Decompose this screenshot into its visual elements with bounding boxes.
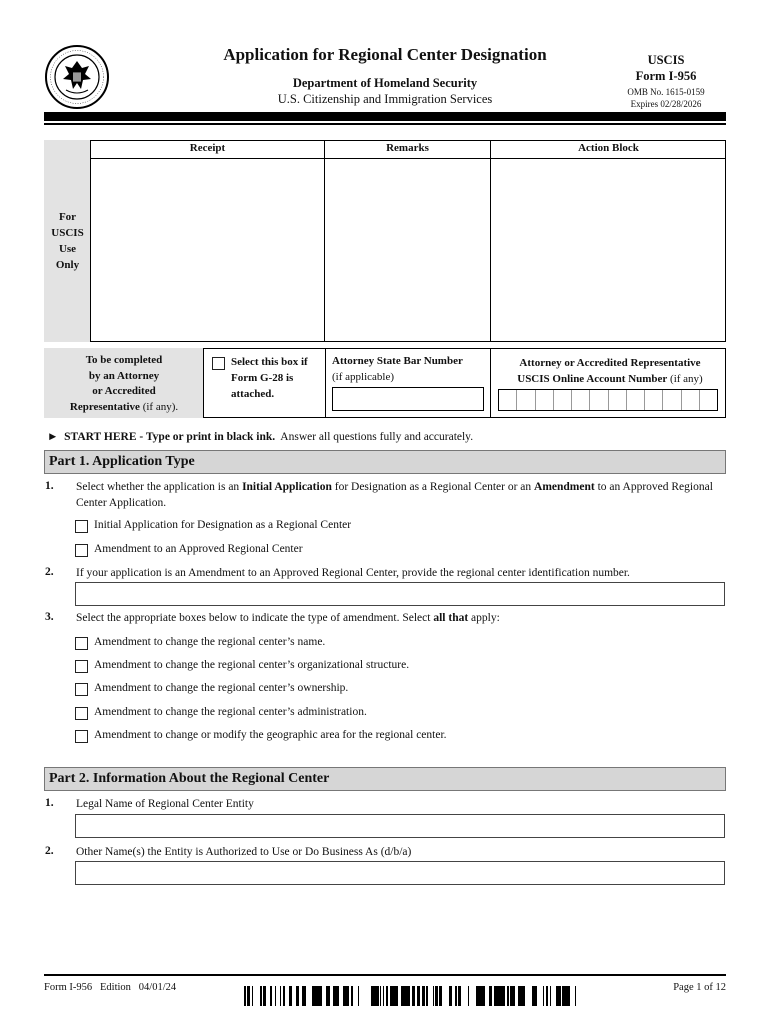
initial-application-label: Initial Application for Designation as a Regional Center (94, 519, 352, 531)
header-rule-thin (44, 123, 726, 125)
barcode-image (244, 986, 578, 1006)
receipt-column-header: Receipt (189, 142, 226, 154)
part1-q3-number: 3. (45, 611, 54, 623)
column-divider (490, 140, 491, 342)
agency-name: U.S. Citizenship and Immigration Services (277, 92, 493, 106)
header-rule-thick (44, 112, 726, 121)
action-block-column-header: Action Block (578, 142, 639, 154)
part2-q2-number: 2. (45, 845, 54, 857)
amend-structure-checkbox[interactable] (75, 660, 88, 673)
column-divider (324, 140, 325, 342)
amend-ownership-label: Amendment to change the regional center’s ownership. (94, 682, 349, 694)
header-row-line (91, 158, 726, 159)
attorney-divider (325, 348, 326, 418)
form-number: Form I-956 (635, 69, 697, 83)
part1-q1-number: 1. (45, 480, 54, 492)
uscis-use-box (44, 140, 726, 342)
amend-geographic-area-checkbox[interactable] (75, 730, 88, 743)
remarks-column-header: Remarks (386, 142, 429, 154)
footer-rule (44, 974, 726, 976)
amendment-label: Amendment to an Approved Regional Center (94, 543, 303, 555)
part1-q3-text: Select the appropriate boxes below to indicate the type of amendment. Select all that apply: (76, 612, 500, 624)
part2-q1-text: Legal Name of Regional Center Entity (76, 798, 254, 810)
part2-q1-number: 1. (45, 797, 54, 809)
bar-number-label: Attorney State Bar Number (332, 355, 463, 367)
part2-q2-text: Other Name(s) the Entity is Authorized to Use or Do Business As (d/b/a) (76, 846, 412, 858)
online-account-sublabel: USCIS Online Account Number (if any) (517, 373, 703, 385)
omb-number: OMB No. 1615-0159 (627, 87, 705, 97)
department-name: Department of Homeland Security (292, 76, 478, 90)
online-account-label: Attorney or Accredited Representative (519, 357, 701, 369)
bar-number-sublabel: (if applicable) (332, 371, 394, 383)
amend-structure-label: Amendment to change the regional center’s organizational structure. (94, 659, 410, 671)
regional-center-id-field[interactable] (75, 582, 725, 606)
attorney-divider (490, 348, 491, 418)
initial-application-checkbox[interactable] (75, 520, 88, 533)
footer-edition: Form I-956 Edition 04/01/24 (44, 982, 177, 993)
start-here-instructions: ► START HERE - Type or print in black ink. Answer all questions fully and accurately. (47, 431, 474, 443)
part1-q2-text: If your application is an Amendment to an Approved Regional Center, provide the regional center identification number. (76, 567, 630, 579)
g28-checkbox[interactable] (212, 357, 225, 370)
expiration-date: Expires 02/28/2026 (630, 99, 702, 109)
amend-administration-checkbox[interactable] (75, 707, 88, 720)
online-account-number-field[interactable] (498, 389, 718, 411)
part1-header: Part 1. Application Type (44, 450, 726, 474)
amend-geographic-area-label: Amendment to change or modify the geographic area for the regional center. (94, 729, 447, 741)
amend-ownership-checkbox[interactable] (75, 683, 88, 696)
part2-header: Part 2. Information About the Regional Center (44, 767, 726, 791)
amend-administration-label: Amendment to change the regional center’s administration. (94, 706, 367, 718)
amend-name-checkbox[interactable] (75, 637, 88, 650)
attorney-side-label: To be completed by an Attorney or Accredited Representative (if any). (69, 354, 179, 413)
g28-label: Select this box if Form G-28 is attached. (231, 356, 308, 400)
dba-names-field[interactable] (75, 861, 725, 885)
form-title: Application for Regional Center Designation (223, 45, 547, 64)
bar-number-field[interactable] (332, 387, 484, 411)
amendment-checkbox[interactable] (75, 544, 88, 557)
amend-name-label: Amendment to change the regional center’s name. (94, 636, 326, 648)
uscis-use-label: For USCIS Use Only (51, 211, 84, 271)
footer-page-number: Page 1 of 12 (673, 982, 726, 993)
legal-name-field[interactable] (75, 814, 725, 838)
part1-q2-number: 2. (45, 566, 54, 578)
dhs-seal-logo (44, 44, 110, 110)
part1-q1-text: Select whether the application is an Initial Application for Designation as a Regional Center or an Amendment to an Approved Regional Center Application. (76, 481, 713, 509)
uscis-label: USCIS (647, 53, 685, 67)
